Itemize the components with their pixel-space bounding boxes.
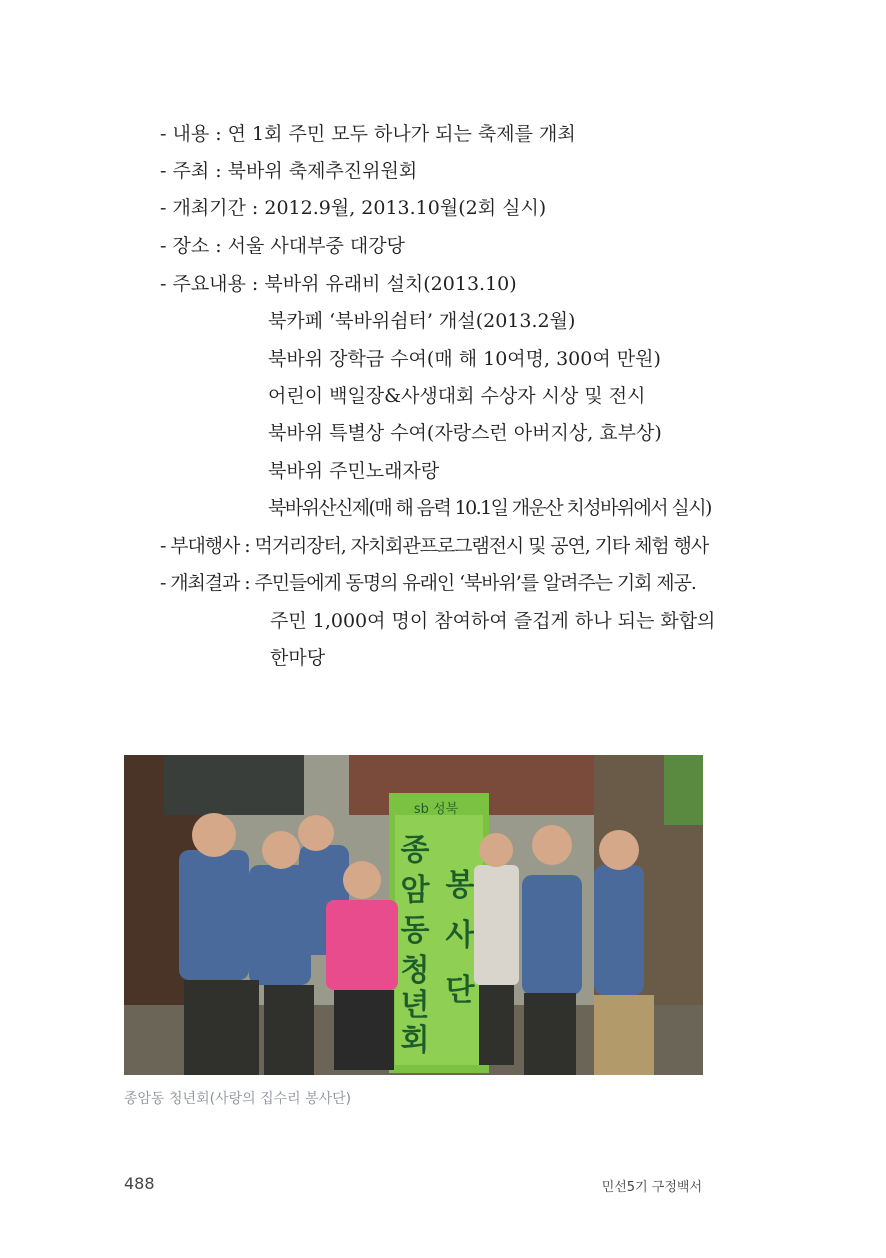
banner-char: 사 — [445, 918, 475, 953]
item-venue: - 장소 : 서울 사대부중 대강당 — [160, 235, 405, 257]
item-side-events: - 부대행사 : 먹거리장터, 자치회관프로그램전시 및 공연, 기타 체험 행사 — [160, 535, 709, 557]
result-line: 주민 1,000여 명이 참여하여 즐겁게 하나 되는 화합의 — [270, 610, 716, 632]
main-content-line: 북바위 장학금 수여(매 해 10여명, 300여 만원) — [268, 348, 661, 370]
banner-char: 회 — [400, 1023, 430, 1058]
main-content-line: 북바위 특별상 수여(자랑스런 아버지상, 효부상) — [268, 422, 662, 444]
main-content-line: 어린이 백일장&사생대회 수상자 시상 및 전시 — [268, 385, 646, 407]
item-result: - 개최결과 : 주민들에게 동명의 유래인 ‘북바위’를 알려주는 기회 제공. — [160, 572, 696, 594]
item-organizer: - 주최 : 북바위 축제추진위원회 — [160, 160, 418, 182]
banner-char: 단 — [445, 973, 475, 1008]
banner-char: 종 — [400, 833, 430, 868]
photo-illustration — [124, 755, 703, 1075]
banner-char: 동 — [400, 913, 430, 948]
main-content-line: 북카페 ‘북바위쉼터’ 개설(2013.2월) — [268, 310, 576, 332]
item-content: - 내용 : 연 1회 주민 모두 하나가 되는 축제를 개최 — [160, 123, 576, 145]
item-period: - 개최기간 : 2012.9월, 2013.10월(2회 실시) — [160, 197, 547, 219]
banner-char: 암 — [400, 873, 430, 908]
footer-title: 민선5기 구정백서 — [601, 1180, 702, 1195]
page-number: 488 — [124, 1174, 155, 1193]
photo-caption: 종암동 청년회(사랑의 집수리 봉사단) — [124, 1091, 352, 1107]
main-content-line: 북바위 주민노래자랑 — [268, 460, 440, 482]
main-content-line: 북바위산신제(매 해 음력 10.1일 개운산 치성바위에서 실시) — [268, 497, 711, 519]
banner-char: 봉 — [445, 868, 475, 903]
result-line: 한마당 — [270, 647, 326, 669]
item-main-content: - 주요내용 : 북바위 유래비 설치(2013.10) — [160, 273, 517, 295]
group-photo — [124, 755, 703, 1075]
banner-logo: sb 성북 — [413, 802, 459, 817]
banner-char: 년 — [400, 988, 430, 1023]
banner-char: 청 — [400, 953, 430, 988]
